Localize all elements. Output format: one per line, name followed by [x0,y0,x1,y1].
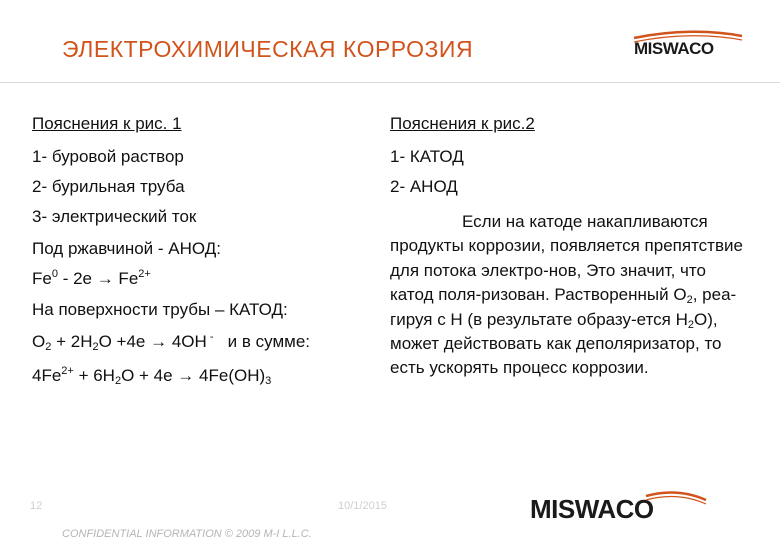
right-heading: Пояснения к рис.2 [390,114,535,133]
left-heading: Пояснения к рис. 1 [32,114,182,133]
right-item-2: 2- АНОД [390,177,458,196]
left-item-3: 3- электрический ток [32,207,197,226]
page-number: 12 [30,500,43,512]
slide-date: 10/1/2015 [338,500,387,512]
left-item-1: 1- буровой раствор [32,147,184,166]
sum-equation: $4Fe^{2+} + 6H_2O + 4e \to 4Fe(OH)_3$ [32,365,272,387]
confidential-notice: CONFIDENTIAL INFORMATION © 2009 M-I L.L.C. [62,528,312,540]
footer-logo [528,490,708,524]
anode-equation: $Fe^0 - 2e \to Fe^{2+}$ [32,268,151,288]
polarization-explanation: Если на катоде накапливаются продукты коррозии, появляется препятствие для потока электро-нов, Это значит, что катод поля-ризован. Растворенный $О_2$, реа-гируя с Н (в результате образу-ется $Н_2О$), может действовать как деполяризатор, то есть ускорять процесс коррозии. [390,212,743,378]
cathode-label: На поверхности трубы – КАТОД: [32,300,288,319]
slide-title: ЭЛЕКТРОХИМИЧЕСКАЯ КОРРОЗИЯ [62,36,474,62]
company-logo [632,28,744,58]
footer-logo-text: MISWACO [530,494,654,524]
right-item-1: 1- КАТОД [390,147,464,166]
anode-label: Под ржавчиной - АНОД: [32,239,221,258]
left-item-2: 2- бурильная труба [32,177,185,196]
company-logo-text: MISWACO [634,39,714,58]
cathode-equation: $O_2 + 2H_2O +4e \to 4OH$ - и в сумме: [32,331,311,353]
header-divider [0,82,780,83]
